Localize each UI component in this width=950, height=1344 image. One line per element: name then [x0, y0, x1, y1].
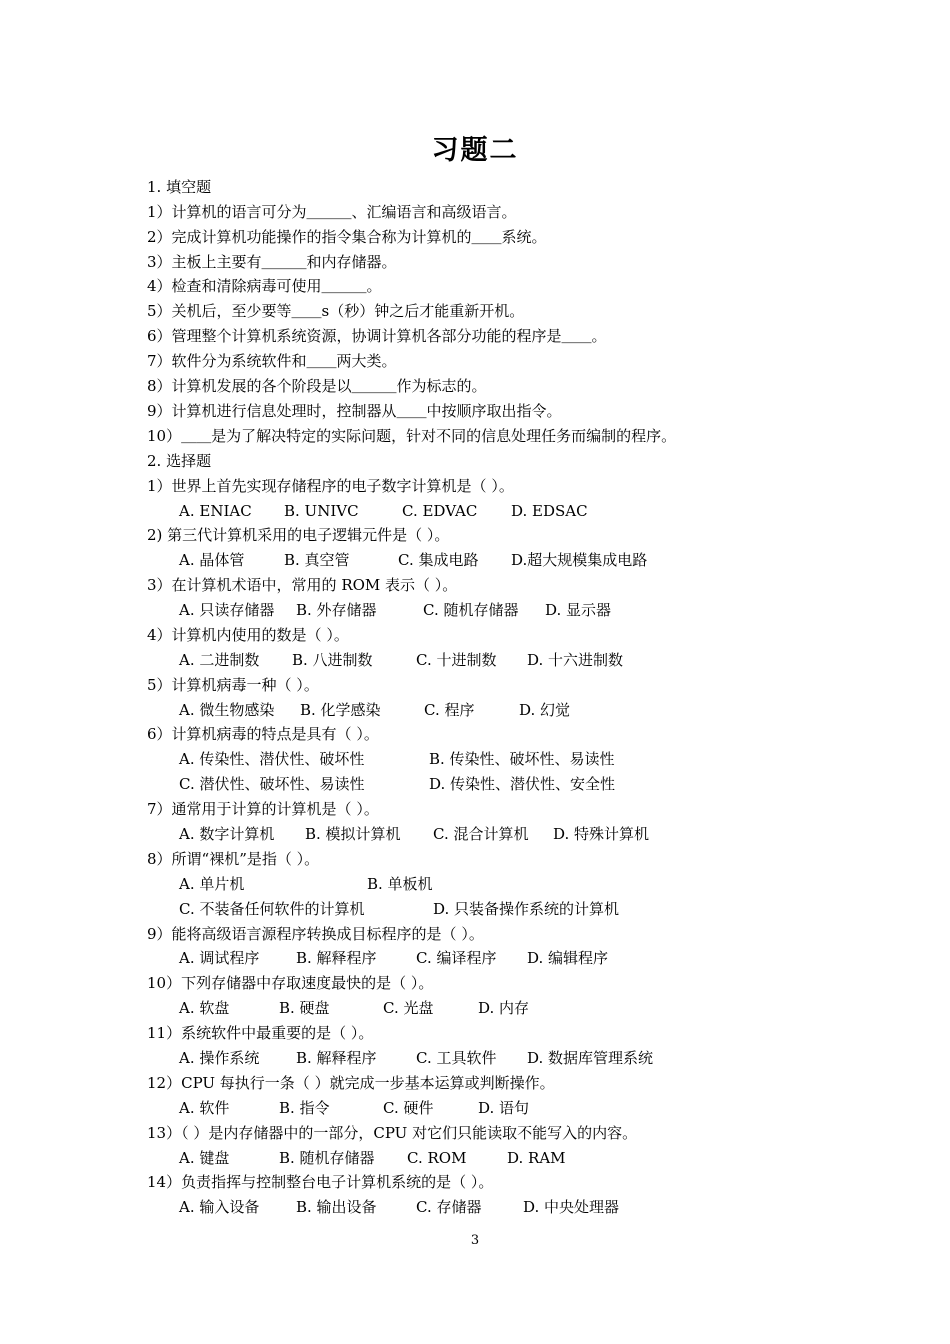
option: C. 编译程序	[416, 949, 497, 967]
fill-item: 10）＿＿是为了解决特定的实际问题，针对不同的信息处理任务而编制的程序。	[147, 427, 677, 445]
question-text: 1）世界上首先实现存储程序的电子数字计算机是（ ）。	[147, 477, 514, 495]
page-title: 习题二	[431, 135, 519, 166]
option: B. UNIVC	[284, 502, 359, 520]
option: D. 只装备操作系统的计算机	[433, 900, 620, 918]
option: D. 内存	[478, 999, 530, 1017]
fill-item: 7）软件分为系统软件和＿＿两大类。	[147, 352, 397, 370]
fill-item: 8）计算机发展的各个阶段是以＿＿＿作为标志的。	[147, 377, 487, 395]
question-text: 2) 第三代计算机采用的电子逻辑元件是（ ）。	[147, 526, 450, 544]
option: B. 单板机	[367, 875, 433, 893]
option: A. 只读存储器	[179, 601, 275, 619]
option: A. 传染性、潜伏性、破坏性	[179, 750, 365, 768]
option: C. 程序	[424, 701, 475, 719]
question-text: 5）计算机病毒一种（ ）。	[147, 676, 319, 694]
option: C. 硬件	[383, 1099, 434, 1117]
option: D. 中央处理器	[523, 1198, 620, 1216]
option: D. 幻觉	[519, 701, 571, 719]
option: B. 硬盘	[279, 999, 330, 1017]
question-text: 12）CPU 每执行一条（ ）就完成一步基本运算或判断操作。	[147, 1074, 555, 1092]
question-text: 6）计算机病毒的特点是具有（ ）。	[147, 725, 379, 743]
option: A. 微生物感染	[179, 701, 275, 719]
question-text: 7）通常用于计算的计算机是（ ）。	[147, 800, 379, 818]
option: B. 外存储器	[296, 601, 377, 619]
option: B. 输出设备	[296, 1198, 377, 1216]
option: D. 特殊计算机	[553, 825, 650, 843]
option: D. EDSAC	[511, 502, 588, 520]
question-text: 14）负责指挥与控制整台电子计算机系统的是（ ）。	[147, 1173, 494, 1191]
option: D. 十六进制数	[527, 651, 624, 669]
fill-item: 5）关机后，至少要等＿＿s（秒）钟之后才能重新开机。	[147, 302, 525, 320]
question-text: 3）在计算机术语中，常用的 ROM 表示（ ）。	[147, 576, 458, 594]
option: C. 十进制数	[416, 651, 497, 669]
option: B. 解释程序	[296, 1049, 377, 1067]
question-text: 9）能将高级语言源程序转换成目标程序的是（ ）。	[147, 925, 484, 943]
option: A. ENIAC	[179, 502, 252, 520]
fill-item: 6）管理整个计算机系统资源，协调计算机各部分功能的程序是＿＿。	[147, 327, 607, 345]
option: A. 数字计算机	[179, 825, 275, 843]
option: A. 键盘	[179, 1149, 230, 1167]
option: A. 单片机	[179, 875, 245, 893]
fill-item: 2）完成计算机功能操作的指令集合称为计算机的＿＿系统。	[147, 228, 547, 246]
fill-item: 9）计算机进行信息处理时，控制器从＿＿中按顺序取出指令。	[147, 402, 562, 420]
option: C. 不装备任何软件的计算机	[179, 900, 365, 918]
question-text: 4）计算机内使用的数是（ ）。	[147, 626, 349, 644]
question-text: 8）所谓“裸机”是指（ ）。	[147, 850, 320, 868]
question-text: 13）（ ）是内存储器中的一部分，CPU 对它们只能读取不能写入的内容。	[147, 1124, 638, 1142]
option: A. 软件	[179, 1099, 230, 1117]
fill-item: 1）计算机的语言可分为＿＿＿、汇编语言和高级语言。	[147, 203, 517, 221]
option: B. 解释程序	[296, 949, 377, 967]
question-text: 11）系统软件中最重要的是（ ）。	[147, 1024, 374, 1042]
option: B. 真空管	[284, 551, 350, 569]
option: C. 随机存储器	[423, 601, 519, 619]
section-heading-choice: 2. 选择题	[147, 452, 212, 470]
option: B. 传染性、破坏性、易读性	[429, 750, 615, 768]
option: B. 随机存储器	[279, 1149, 375, 1167]
option: A. 操作系统	[179, 1049, 260, 1067]
option: B. 指令	[279, 1099, 330, 1117]
option: A. 晶体管	[179, 551, 245, 569]
option: D. RAM	[507, 1149, 566, 1167]
option: B. 模拟计算机	[305, 825, 401, 843]
question-text: 10）下列存储器中存取速度最快的是（ ）。	[147, 974, 434, 992]
option: A. 二进制数	[179, 651, 260, 669]
option: D.超大规模集成电路	[511, 551, 648, 569]
option: C. 工具软件	[416, 1049, 497, 1067]
option: C. 潜伏性、破坏性、易读性	[179, 775, 365, 793]
option: C. 存储器	[416, 1198, 482, 1216]
option: D. 显示器	[545, 601, 612, 619]
option: B. 八进制数	[292, 651, 373, 669]
fill-item: 4）检查和清除病毒可使用＿＿＿。	[147, 277, 382, 295]
option: A. 软盘	[179, 999, 230, 1017]
option: D. 语句	[478, 1099, 530, 1117]
option: A. 输入设备	[179, 1198, 260, 1216]
section-heading-fill-in: 1. 填空题	[147, 178, 212, 196]
option: C. 集成电路	[398, 551, 479, 569]
option: D. 数据库管理系统	[527, 1049, 654, 1067]
option: D. 传染性、潜伏性、安全性	[429, 775, 616, 793]
option: D. 编辑程序	[527, 949, 609, 967]
option: C. ROM	[407, 1149, 467, 1167]
fill-item: 3）主板上主要有＿＿＿和内存储器。	[147, 253, 397, 271]
page-number: 3	[470, 1233, 480, 1248]
option: C. EDVAC	[402, 502, 478, 520]
option: A. 调试程序	[179, 949, 260, 967]
option: C. 混合计算机	[433, 825, 529, 843]
option: B. 化学感染	[300, 701, 381, 719]
option: C. 光盘	[383, 999, 434, 1017]
